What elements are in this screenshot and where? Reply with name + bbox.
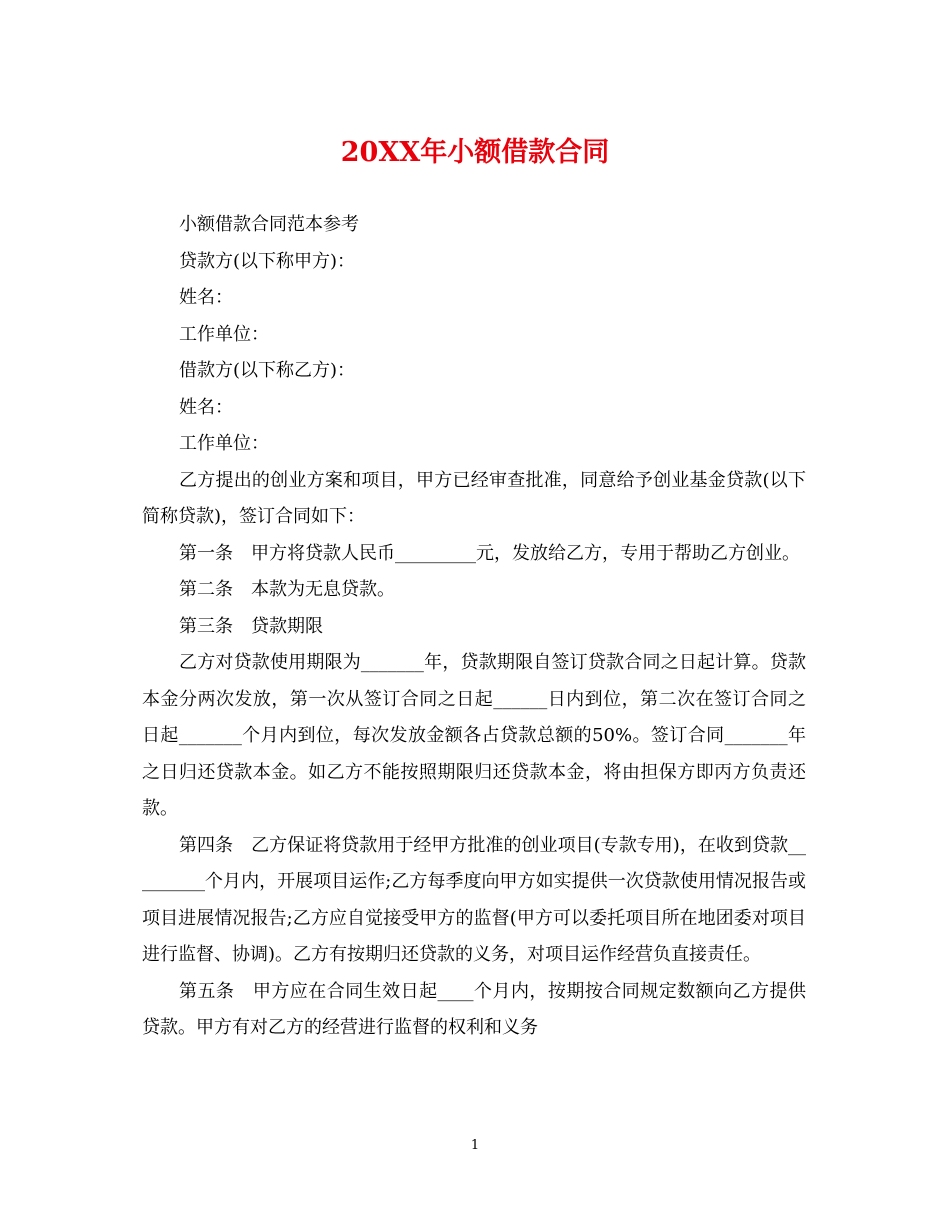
paragraph-lender-name: 姓名： [179,287,233,308]
paragraph-article-3-body: 乙方对贷款使用期限为_______年，贷款期限自签订贷款合同之日起计算。贷款本金分两次发放，第一次从签订合同之日起______日内到位，第二次在签订合同之日起_______个月内到位，每次发放金额各占贷款总额的50%。签订合同_______年之日归还贷款本金。如乙方不能按照期限归还贷款本金，将由担保方即丙方负责还款。 [142,652,806,819]
paragraph-lender: 贷款方(以下称甲方)： [179,250,356,272]
paragraph-borrower-employer: 工作单位： [179,433,269,454]
paragraph-preamble: 乙方提出的创业方案和项目，甲方已经审查批准，同意给予创业基金贷款(以下简称贷款)，签订合同如下： [142,469,806,527]
document-body [142,207,806,1047]
page-number: 1 [470,1138,480,1153]
paragraph-lender-employer: 工作单位： [179,323,269,345]
paragraph-subtitle: 小额借款合同范本参考 [179,214,359,235]
paragraph-article-4: 第四条 乙方保证将贷款用于经甲方批准的创业项目(专款专用)，在收到贷款_________个月内，开展项目运作;乙方每季度向甲方如实提供一次贷款使用情况报告或项目进展情况报告;乙方应自觉接受甲方的监督(甲方可以委托项目所在地团委对项目进行监督、协调)。乙方有按期归还贷款的义务，对项目运作经营负直接责任。 [142,834,806,965]
document-title: 20XX年小额借款合同 [340,137,610,168]
paragraph-article-5: 第五条 甲方应在合同生效日起____个月内，按期按合同规定数额向乙方提供贷款。甲方有对乙方的经营进行监督的权利和义务 [142,980,806,1038]
paragraph-borrower-name: 姓名： [179,396,233,418]
paragraph-article-3-heading: 第三条 贷款期限 [179,615,323,637]
paragraph-article-1: 第一条 甲方将贷款人民币_________元，发放给乙方，专用于帮助乙方创业。 [179,542,800,564]
paragraph-borrower: 借款方(以下称乙方)： [179,360,356,381]
paragraph-article-2: 第二条 本款为无息贷款。 [179,579,395,600]
